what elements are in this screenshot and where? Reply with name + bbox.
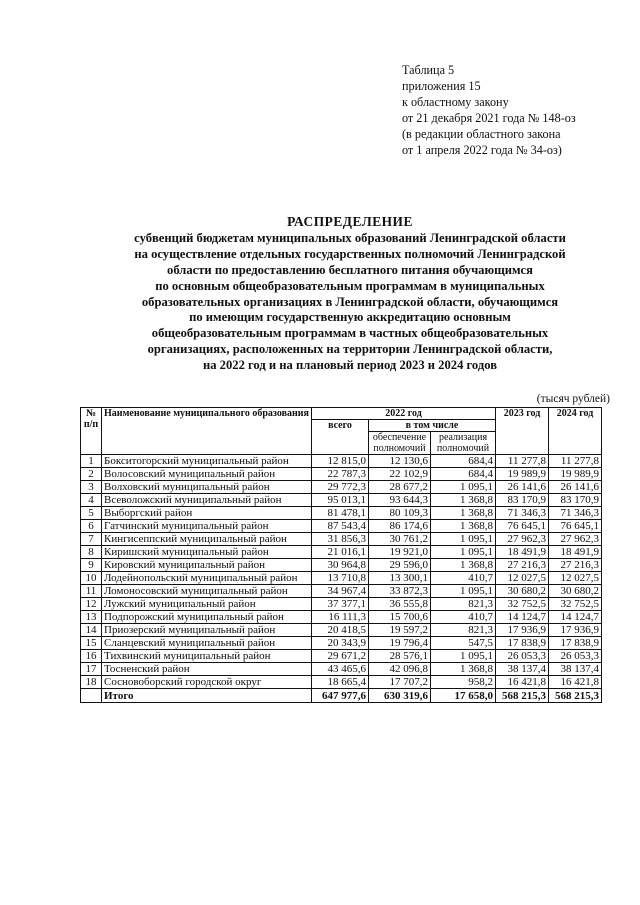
value-2023: 83 170,9 bbox=[496, 494, 549, 507]
grand-total-2024: 568 215,3 bbox=[549, 689, 602, 703]
municipality-name: Волосовский муниципальный район bbox=[102, 468, 312, 481]
municipality-name: Сосновоборский городской округ bbox=[102, 676, 312, 689]
municipality-name: Киришский муниципальный район bbox=[102, 546, 312, 559]
table-row bbox=[81, 533, 602, 546]
total-label: Итого bbox=[102, 689, 312, 703]
municipality-name: Гатчинский муниципальный район bbox=[102, 520, 312, 533]
value-2024: 83 170,9 bbox=[549, 494, 602, 507]
total-2022: 21 016,1 bbox=[312, 546, 369, 559]
table-row bbox=[81, 546, 602, 559]
table-row bbox=[81, 585, 602, 598]
realization-2022: 684,4 bbox=[431, 468, 496, 481]
row-number: 10 bbox=[81, 572, 102, 585]
header-realization: реализация полномочий bbox=[431, 432, 496, 455]
value-2023: 30 680,2 bbox=[496, 585, 549, 598]
document-title bbox=[80, 214, 620, 374]
header-num: № п/п bbox=[81, 408, 102, 455]
header-2024: 2024 год bbox=[549, 408, 602, 455]
value-2024: 17 936,9 bbox=[549, 624, 602, 637]
table-row bbox=[81, 624, 602, 637]
realization-2022: 410,7 bbox=[431, 572, 496, 585]
municipality-name: Кингисеппский муниципальный район bbox=[102, 533, 312, 546]
realization-2022: 410,7 bbox=[431, 611, 496, 624]
row-number: 6 bbox=[81, 520, 102, 533]
row-number: 14 bbox=[81, 624, 102, 637]
provision-2022: 17 707,2 bbox=[369, 676, 431, 689]
provision-2022: 19 597,2 bbox=[369, 624, 431, 637]
title-line: общеобразовательным программам в частных общеобразовательных bbox=[151, 326, 549, 341]
value-2024: 27 962,3 bbox=[549, 533, 602, 546]
municipality-name: Волховский муниципальный район bbox=[102, 481, 312, 494]
row-number: 5 bbox=[81, 507, 102, 520]
title-line: организациях, расположенных на территории Ленинградской области, bbox=[147, 342, 553, 357]
value-2023: 11 277,8 bbox=[496, 455, 549, 468]
table-row bbox=[81, 572, 602, 585]
realization-2022: 684,4 bbox=[431, 455, 496, 468]
total-2022: 81 478,1 bbox=[312, 507, 369, 520]
title-line: по основным общеобразовательным программам в муниципальных bbox=[155, 278, 545, 293]
provision-2022: 42 096,8 bbox=[369, 663, 431, 676]
provision-2022: 13 300,1 bbox=[369, 572, 431, 585]
provision-2022: 80 109,3 bbox=[369, 507, 431, 520]
total-2022: 31 856,3 bbox=[312, 533, 369, 546]
table-row bbox=[81, 598, 602, 611]
units-label: (тысяч рублей) bbox=[536, 393, 610, 405]
municipality-name: Тихвинский муниципальный район bbox=[102, 650, 312, 663]
table-row bbox=[81, 468, 602, 481]
municipality-name: Выборгский район bbox=[102, 507, 312, 520]
provision-2022: 22 102,9 bbox=[369, 468, 431, 481]
realization-2022: 821,3 bbox=[431, 598, 496, 611]
realization-2022: 1 368,8 bbox=[431, 494, 496, 507]
table-row bbox=[81, 455, 602, 468]
value-2023: 26 053,3 bbox=[496, 650, 549, 663]
realization-2022: 1 095,1 bbox=[431, 585, 496, 598]
provision-2022: 19 796,4 bbox=[369, 637, 431, 650]
row-number: 8 bbox=[81, 546, 102, 559]
provision-2022: 36 555,8 bbox=[369, 598, 431, 611]
row-number: 12 bbox=[81, 598, 102, 611]
value-2024: 27 216,3 bbox=[549, 559, 602, 572]
value-2024: 32 752,5 bbox=[549, 598, 602, 611]
header-provision: обеспечение полномочий bbox=[369, 432, 431, 455]
title-heading: РАСПРЕДЕЛЕНИЕ bbox=[287, 214, 413, 229]
row-number: 3 bbox=[81, 481, 102, 494]
provision-2022: 12 130,6 bbox=[369, 455, 431, 468]
realization-2022: 1 368,8 bbox=[431, 520, 496, 533]
municipality-name: Тосненский район bbox=[102, 663, 312, 676]
header-including: в том числе bbox=[369, 420, 496, 432]
grand-realization-2022: 17 658,0 bbox=[431, 689, 496, 703]
value-2024: 16 421,8 bbox=[549, 676, 602, 689]
table-row bbox=[81, 559, 602, 572]
grand-provision-2022: 630 319,6 bbox=[369, 689, 431, 703]
grand-total-2022: 647 977,6 bbox=[312, 689, 369, 703]
value-2024: 19 989,9 bbox=[549, 468, 602, 481]
value-2023: 17 838,9 bbox=[496, 637, 549, 650]
row-number: 18 bbox=[81, 676, 102, 689]
realization-2022: 958,2 bbox=[431, 676, 496, 689]
header-name: Наименование муниципального образования bbox=[102, 408, 312, 455]
value-2024: 76 645,1 bbox=[549, 520, 602, 533]
provision-2022: 15 700,6 bbox=[369, 611, 431, 624]
value-2024: 18 491,9 bbox=[549, 546, 602, 559]
total-2022: 37 377,1 bbox=[312, 598, 369, 611]
row-number: 4 bbox=[81, 494, 102, 507]
value-2024: 71 346,3 bbox=[549, 507, 602, 520]
header-2022: 2022 год bbox=[312, 408, 496, 420]
title-line: на осуществление отдельных государственных полномочий Ленинградской bbox=[134, 246, 566, 261]
municipality-name: Лужский муниципальный район bbox=[102, 598, 312, 611]
title-line: области по предоставлению бесплатного питания обучающимся bbox=[167, 262, 533, 277]
provision-2022: 86 174,6 bbox=[369, 520, 431, 533]
provision-2022: 93 644,3 bbox=[369, 494, 431, 507]
row-number: 13 bbox=[81, 611, 102, 624]
reference-line: к областному закону bbox=[402, 95, 509, 109]
title-line: по имеющим государственную аккредитацию основным bbox=[189, 310, 511, 325]
value-2023: 17 936,9 bbox=[496, 624, 549, 637]
total-empty-cell bbox=[81, 689, 102, 703]
realization-2022: 547,5 bbox=[431, 637, 496, 650]
document-reference bbox=[402, 62, 576, 158]
provision-2022: 29 596,0 bbox=[369, 559, 431, 572]
value-2023: 12 027,5 bbox=[496, 572, 549, 585]
total-2022: 43 465,6 bbox=[312, 663, 369, 676]
municipality-name: Лодейнопольский муниципальный район bbox=[102, 572, 312, 585]
table-row bbox=[81, 494, 602, 507]
title-line: субвенций бюджетам муниципальных образований Ленинградской области bbox=[134, 230, 566, 245]
realization-2022: 1 095,1 bbox=[431, 481, 496, 494]
realization-2022: 1 095,1 bbox=[431, 533, 496, 546]
row-number: 17 bbox=[81, 663, 102, 676]
title-line: на 2022 год и на плановый период 2023 и 2024 годов bbox=[202, 358, 498, 373]
row-number: 1 bbox=[81, 455, 102, 468]
table-row bbox=[81, 663, 602, 676]
reference-line: приложения 15 bbox=[402, 79, 481, 93]
provision-2022: 33 872,3 bbox=[369, 585, 431, 598]
total-2022: 87 543,4 bbox=[312, 520, 369, 533]
total-2022: 29 772,3 bbox=[312, 481, 369, 494]
municipality-name: Ломоносовский муниципальный район bbox=[102, 585, 312, 598]
municipality-name: Приозерский муниципальный район bbox=[102, 624, 312, 637]
table-row bbox=[81, 676, 602, 689]
reference-line: (в редакции областного закона bbox=[402, 127, 561, 141]
value-2024: 30 680,2 bbox=[549, 585, 602, 598]
realization-2022: 821,3 bbox=[431, 624, 496, 637]
total-2022: 95 013,1 bbox=[312, 494, 369, 507]
value-2023: 19 989,9 bbox=[496, 468, 549, 481]
reference-line: Таблица 5 bbox=[402, 63, 455, 77]
reference-line: от 1 апреля 2022 года № 34-оз) bbox=[402, 143, 562, 157]
provision-2022: 19 921,0 bbox=[369, 546, 431, 559]
value-2023: 27 962,3 bbox=[496, 533, 549, 546]
municipality-name: Подпорожский муниципальный район bbox=[102, 611, 312, 624]
grand-total-2023: 568 215,3 bbox=[496, 689, 549, 703]
table-row bbox=[81, 611, 602, 624]
value-2024: 38 137,4 bbox=[549, 663, 602, 676]
header-total: всего bbox=[312, 420, 369, 455]
value-2023: 18 491,9 bbox=[496, 546, 549, 559]
municipality-name: Бокситогорский муниципальный район bbox=[102, 455, 312, 468]
realization-2022: 1 095,1 bbox=[431, 650, 496, 663]
value-2024: 26 141,6 bbox=[549, 481, 602, 494]
municipality-name: Кировский муниципальный район bbox=[102, 559, 312, 572]
realization-2022: 1 368,8 bbox=[431, 663, 496, 676]
value-2024: 17 838,9 bbox=[549, 637, 602, 650]
provision-2022: 28 677,2 bbox=[369, 481, 431, 494]
realization-2022: 1 368,8 bbox=[431, 559, 496, 572]
title-line: образовательных организациях в Ленинградской области, обучающимся bbox=[141, 294, 559, 309]
row-number: 16 bbox=[81, 650, 102, 663]
realization-2022: 1 368,8 bbox=[431, 507, 496, 520]
value-2023: 27 216,3 bbox=[496, 559, 549, 572]
value-2023: 14 124,7 bbox=[496, 611, 549, 624]
value-2023: 38 137,4 bbox=[496, 663, 549, 676]
reference-line: от 21 декабря 2021 года № 148-оз bbox=[402, 111, 576, 125]
value-2024: 12 027,5 bbox=[549, 572, 602, 585]
total-2022: 22 787,3 bbox=[312, 468, 369, 481]
table-row bbox=[81, 520, 602, 533]
total-row bbox=[81, 689, 602, 703]
total-2022: 16 111,3 bbox=[312, 611, 369, 624]
total-2022: 20 343,9 bbox=[312, 637, 369, 650]
distribution-table bbox=[80, 407, 602, 703]
row-number: 7 bbox=[81, 533, 102, 546]
total-2022: 20 418,5 bbox=[312, 624, 369, 637]
table-row bbox=[81, 507, 602, 520]
total-2022: 18 665,4 bbox=[312, 676, 369, 689]
table-body bbox=[81, 455, 602, 703]
value-2023: 32 752,5 bbox=[496, 598, 549, 611]
header-2023: 2023 год bbox=[496, 408, 549, 455]
provision-2022: 30 761,2 bbox=[369, 533, 431, 546]
value-2023: 16 421,8 bbox=[496, 676, 549, 689]
row-number: 11 bbox=[81, 585, 102, 598]
municipality-name: Всеволожский муниципальный район bbox=[102, 494, 312, 507]
total-2022: 12 815,0 bbox=[312, 455, 369, 468]
value-2024: 26 053,3 bbox=[549, 650, 602, 663]
value-2024: 14 124,7 bbox=[549, 611, 602, 624]
total-2022: 13 710,8 bbox=[312, 572, 369, 585]
total-2022: 34 967,4 bbox=[312, 585, 369, 598]
table-row bbox=[81, 481, 602, 494]
row-number: 15 bbox=[81, 637, 102, 650]
table-row bbox=[81, 637, 602, 650]
value-2024: 11 277,8 bbox=[549, 455, 602, 468]
row-number: 2 bbox=[81, 468, 102, 481]
total-2022: 29 671,2 bbox=[312, 650, 369, 663]
municipality-name: Сланцевский муниципальный район bbox=[102, 637, 312, 650]
table-row bbox=[81, 650, 602, 663]
realization-2022: 1 095,1 bbox=[431, 546, 496, 559]
total-2022: 30 964,8 bbox=[312, 559, 369, 572]
value-2023: 26 141,6 bbox=[496, 481, 549, 494]
value-2023: 71 346,3 bbox=[496, 507, 549, 520]
value-2023: 76 645,1 bbox=[496, 520, 549, 533]
row-number: 9 bbox=[81, 559, 102, 572]
provision-2022: 28 576,1 bbox=[369, 650, 431, 663]
